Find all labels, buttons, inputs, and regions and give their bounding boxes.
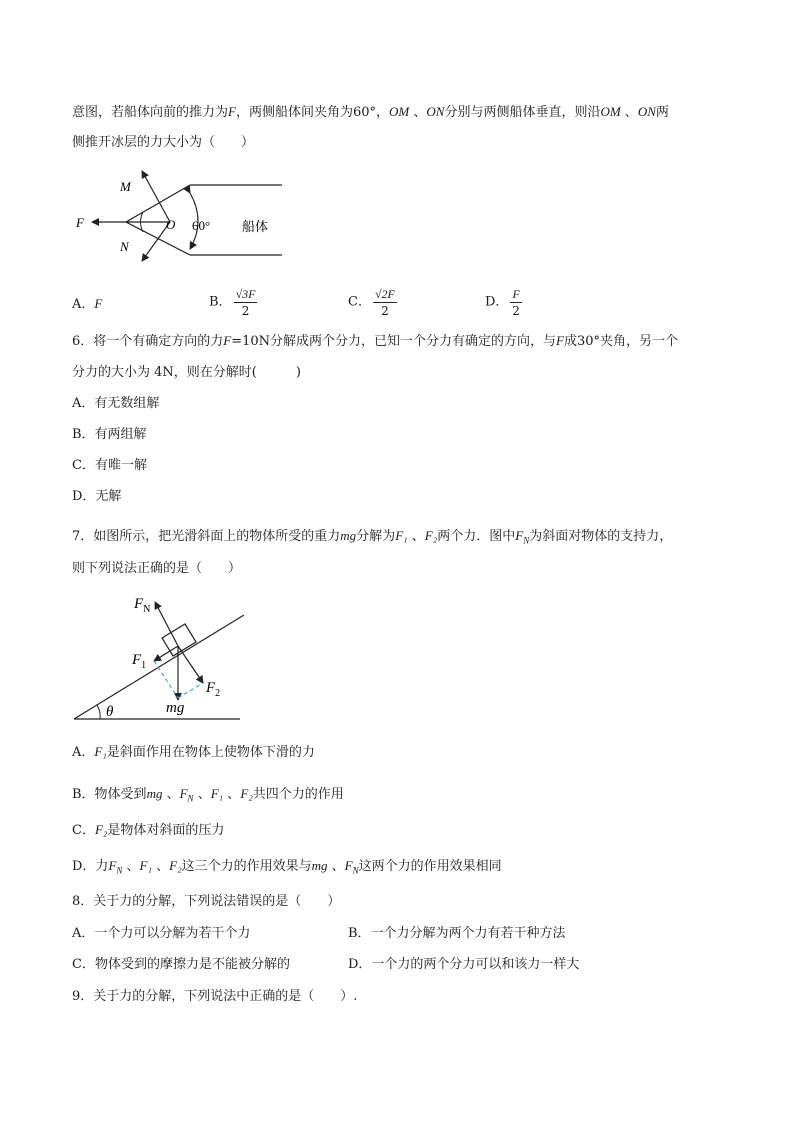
q7-var-mg: mg: [340, 528, 357, 543]
q7-var-FN-sub: N: [523, 535, 530, 546]
force-M-arrow: [142, 171, 170, 222]
fraction-denominator: 2: [512, 304, 520, 318]
fraction: [234, 286, 258, 319]
q5-text: 意图，若船体向前的推力为: [72, 105, 229, 120]
q5-stem-line1: [72, 102, 669, 123]
q7-option-C[interactable]: [72, 820, 224, 841]
option-var: mg: [311, 858, 328, 873]
option-var-sub: N: [116, 865, 123, 876]
label-mg: mg: [166, 700, 185, 716]
option-label: C．: [348, 294, 371, 310]
q6-option-D[interactable]: D．无解: [72, 489, 122, 504]
q6-stem-line1: [72, 331, 678, 352]
q7-var-FN: F: [515, 528, 524, 543]
option-text: 、: [193, 787, 211, 802]
q5-var-ON: ON: [426, 104, 445, 119]
q5-option-D[interactable]: [485, 286, 522, 319]
q8-option-A[interactable]: A．一个力可以分解为若干个力: [72, 926, 251, 941]
q5-option-C[interactable]: [348, 286, 397, 319]
q5-var-ON: ON: [637, 104, 656, 119]
q7-text: 为斜面对物体的支持力，: [529, 529, 673, 544]
q6-text: 6．将一个有确定方向的力: [72, 334, 224, 349]
label-theta: θ: [106, 704, 114, 720]
q5-option-B[interactable]: [209, 286, 257, 319]
q9-stem: 9．关于力的分解，下列说法中正确的是（ ）.: [72, 989, 358, 1004]
q7-text: 7．如图所示，把光滑斜面上的物体所受的重力: [72, 529, 341, 544]
option-text: B．物体受到: [72, 787, 147, 802]
label-F: F: [76, 215, 84, 230]
q5-stem-line2: 侧推开冰层的力大小为（ ）: [72, 135, 255, 150]
option-text: 、: [327, 859, 345, 874]
q6-var-F: F: [556, 333, 564, 348]
q7-text: 分解为: [356, 529, 396, 544]
option-text: 是斜面作用在物体上使物体下滑的力: [106, 745, 315, 760]
q7-text: 、: [407, 529, 425, 544]
q5-text: 、: [620, 105, 638, 120]
option-var: F₁: [210, 786, 224, 801]
q7-option-A[interactable]: [72, 742, 315, 763]
option-var: F₂: [169, 858, 182, 873]
label-M: M: [120, 179, 131, 194]
q5-text: 分别与两侧船体垂直，则沿: [444, 105, 601, 120]
option-var: F₁: [139, 858, 153, 873]
incline-slope: [74, 615, 244, 719]
dashed-component-1: [154, 661, 178, 698]
option-label: A．: [72, 297, 95, 312]
option-text: 这三个力的作用效果与: [181, 859, 312, 874]
q5-text: 、: [409, 105, 427, 120]
q7-stem-line1: [72, 526, 672, 551]
q6-stem-line2: 分力的大小为 4N，则在分解时( ): [72, 365, 301, 380]
q5-text: 两: [655, 105, 669, 120]
q5-figure: [70, 165, 300, 265]
q6-option-A[interactable]: A．有无数组解: [72, 396, 160, 411]
label-F2: $F_2$: [206, 680, 221, 699]
fraction-numerator: √3F: [235, 287, 256, 301]
dashed-component-2: [178, 683, 203, 698]
q7-text: 两个力．图中: [437, 529, 516, 544]
option-var: F₁: [94, 744, 107, 759]
q5-var-OM: OM: [389, 104, 410, 119]
option-text: A．: [72, 745, 95, 760]
fraction: [510, 286, 521, 319]
option-label: D．: [485, 294, 509, 310]
option-label: B．: [209, 294, 232, 310]
option-text: 是物体对斜面的压力: [107, 823, 225, 838]
option-text: D．力: [72, 859, 109, 874]
option-text: 、: [162, 787, 180, 802]
theta-arc: [97, 705, 100, 719]
q7-figure: [70, 588, 250, 728]
option-var: F: [179, 786, 188, 801]
q6-var-F: F: [223, 333, 232, 348]
fraction-numerator: √2F: [374, 287, 395, 301]
label-O: O: [166, 217, 176, 232]
q8-option-B[interactable]: B．一个力分解为两个力有若干种方法: [348, 926, 566, 941]
option-var: F: [344, 858, 353, 873]
option-text: 这两个力的作用效果相同: [358, 859, 502, 874]
block: [162, 624, 196, 656]
label-hull: 船体: [242, 219, 269, 234]
q6-text: 成30°夹角，另一个: [564, 334, 679, 349]
fraction-denominator: 2: [241, 304, 250, 318]
option-var: F₂: [94, 822, 108, 837]
label-N: N: [120, 239, 129, 254]
hull-top-edge: [126, 185, 190, 222]
q8-stem: 8．关于力的分解，下列说法错误的是（ ）: [72, 894, 341, 909]
q5-var-OM: OM: [600, 104, 621, 119]
fraction-denominator: 2: [381, 304, 389, 318]
label-F1: $F_1$: [132, 652, 147, 671]
option-text: 、: [223, 787, 241, 802]
option-var: F₂: [240, 786, 253, 801]
q8-option-D[interactable]: D．一个力的两个分力可以和该力一样大: [348, 957, 580, 972]
label-60: 60°: [192, 218, 211, 233]
q7-option-B[interactable]: [72, 784, 344, 809]
option-text: 、: [152, 859, 170, 874]
q7-var-F1: F₁: [395, 528, 408, 543]
fraction-numerator: F: [512, 287, 520, 301]
q7-stem-line2: 则下列说法正确的是（ ）: [72, 561, 242, 576]
q8-option-C[interactable]: C．物体受到的摩擦力是不能被分解的: [72, 957, 290, 972]
q6-text: =10N分解成两个分力，已知一个分力有确定的方向，与: [231, 334, 557, 349]
option-text: C．: [72, 823, 95, 838]
option-var-sub: N: [187, 793, 194, 804]
option-text: 共四个力的作用: [252, 787, 344, 802]
option-value: F: [94, 296, 103, 311]
q7-var-F2: F₂: [424, 528, 438, 543]
q5-option-A[interactable]: [72, 294, 102, 315]
force-F2-arrow: [178, 646, 203, 683]
option-var-sub: N: [352, 865, 359, 876]
q6-option-C[interactable]: C．有唯一解: [72, 458, 147, 473]
option-var: F: [108, 858, 117, 873]
q5-text: ，两侧船体间夹角为60°，: [235, 105, 390, 120]
label-FN: $F_N$: [134, 596, 151, 615]
q7-option-D[interactable]: [72, 856, 502, 881]
q5-var-F: F: [228, 104, 236, 119]
option-text: 、: [122, 859, 140, 874]
fraction: [373, 286, 397, 319]
option-var: mg: [146, 786, 163, 801]
q6-option-B[interactable]: B．有两组解: [72, 427, 147, 442]
